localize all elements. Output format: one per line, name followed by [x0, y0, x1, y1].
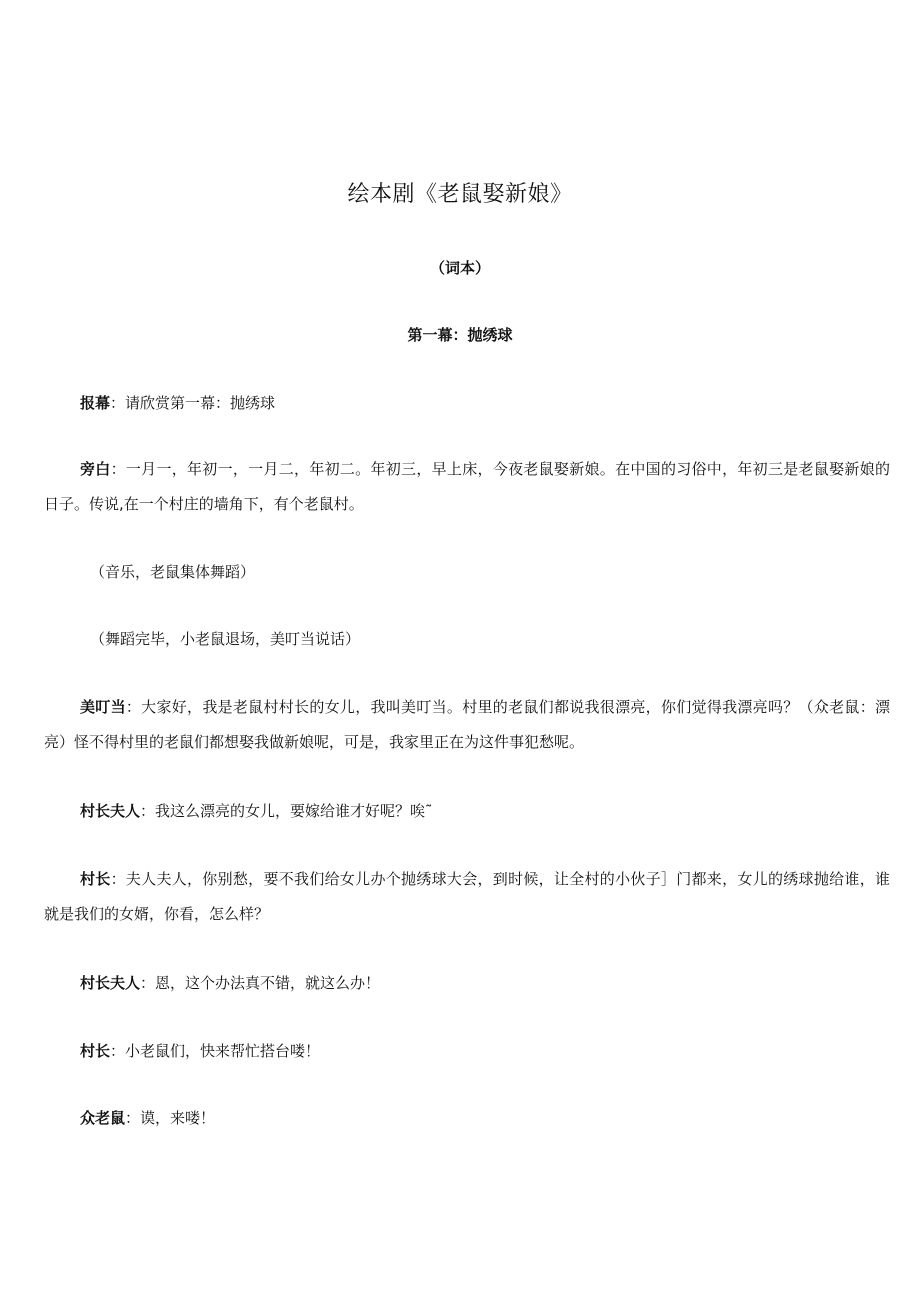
speaker-name: 美叮当	[80, 698, 126, 716]
line-text: ：恩，这个办法真不错，就这么办！	[140, 974, 381, 992]
line-mice-chorus	[44, 1101, 890, 1136]
act-title: 第一幕：抛绣球	[407, 326, 513, 344]
speaker-name: 报幕	[80, 394, 111, 412]
line-text: ：夫人夫人，你别愁，要不我们给女儿办个抛绣球大会，到时候，让全村的小伙子］门都来，女儿的绣球抛给谁，谁就是我们的女婿，你看，怎么样？	[44, 870, 890, 923]
stage-direction: （音乐，老鼠集体舞蹈）	[90, 563, 256, 581]
line-chief	[44, 862, 890, 932]
document-subtitle: （词本）	[429, 259, 490, 277]
speaker-name: 村长	[80, 870, 111, 888]
speaker-name: 旁白	[80, 460, 111, 478]
line-chief	[44, 1034, 890, 1069]
line-narrator	[44, 452, 890, 522]
speaker-name: 村长夫人	[80, 974, 141, 992]
stage-direction: （舞蹈完毕，小老鼠退场，美叮当说话）	[90, 630, 361, 648]
line-text: ：小老鼠们，快来帮忙搭台喽！	[110, 1042, 321, 1060]
line-text: ：请欣赏第一幕：抛绣球	[110, 394, 276, 412]
line-chief-wife	[44, 966, 890, 1001]
document-title: 绘本剧《老鼠娶新娘》	[347, 182, 573, 207]
line-text: ：谟，来喽！	[125, 1109, 216, 1127]
line-mei-dingdang	[44, 690, 890, 760]
speaker-name: 众老鼠	[80, 1109, 126, 1127]
speaker-name: 村长夫人	[80, 802, 141, 820]
line-chief-wife	[44, 794, 890, 829]
line-text: ：一月一，年初一，一月二，年初二。年初三，早上床，今夜老鼠娶新娘。在中国的习俗中，年初三是老鼠娶新娘的日子。传说,在一个村庄的墙角下，有个老鼠村。	[44, 460, 890, 513]
line-announcer	[44, 386, 890, 421]
line-text: ：大家好，我是老鼠村村长的女儿，我叫美叮当。村里的老鼠们都说我很漂亮，你们觉得我漂亮吗？（众老鼠：漂亮）怪不得村里的老鼠们都想娶我做新娘呢，可是，我家里正在为这件事犯愁呢。	[44, 698, 890, 751]
speaker-name: 村长	[80, 1042, 111, 1060]
line-text: ：我这么漂亮的女儿，要嫁给谁才好呢？唉˜	[140, 802, 433, 820]
